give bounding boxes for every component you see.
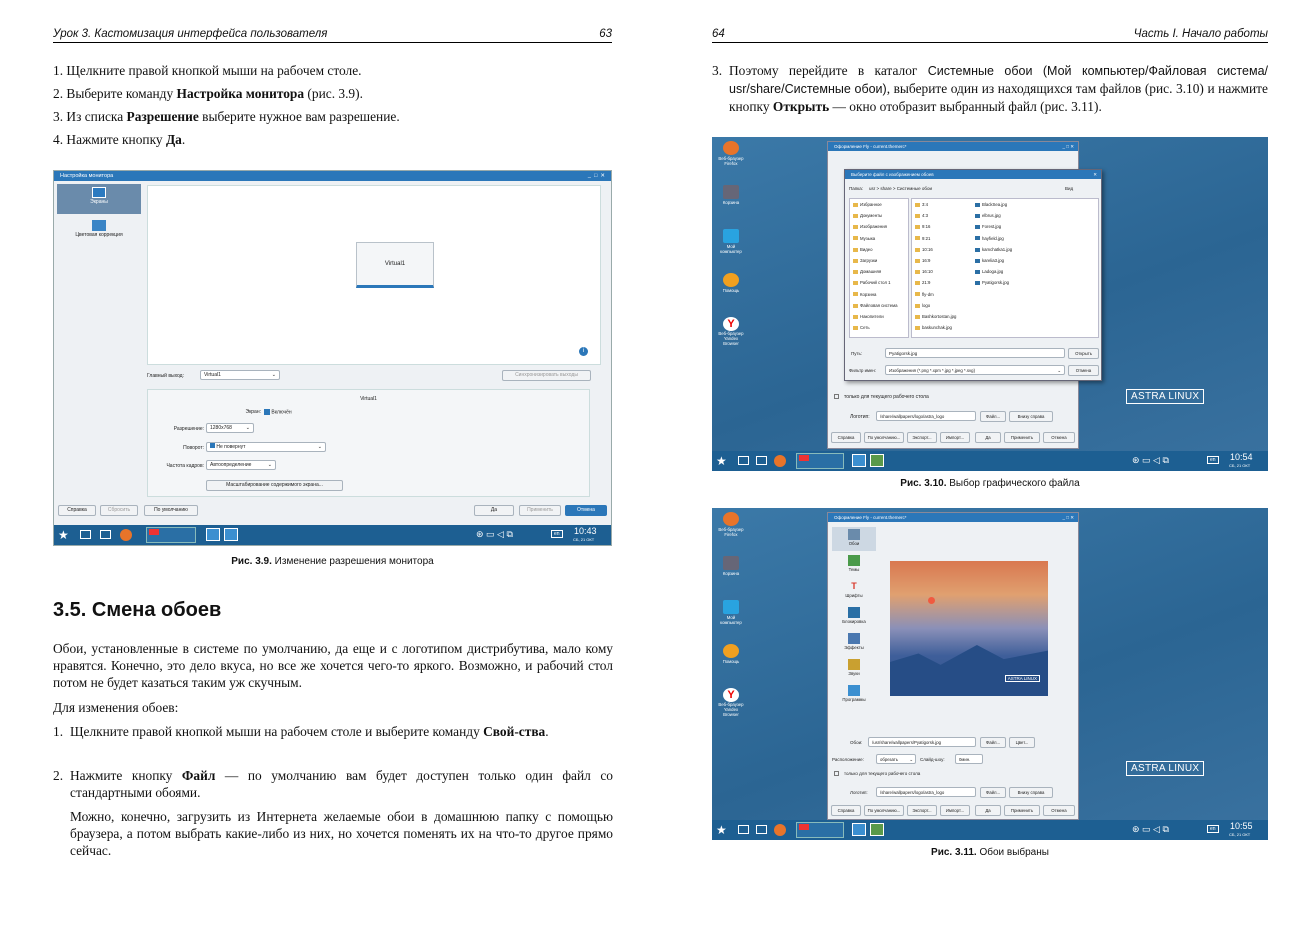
list-item: 4. Нажмите кнопку Да.	[53, 132, 186, 147]
layout-label: Расположение:	[832, 757, 864, 762]
figure-3-11-screenshot	[712, 508, 1268, 840]
places-item[interactable]: Накопители	[853, 314, 884, 319]
desktop-pager[interactable]	[796, 822, 844, 838]
theme-sidebar-item[interactable]: Темы	[832, 553, 876, 577]
file-list-item[interactable]: 16:9	[915, 258, 930, 263]
color-button[interactable]: Цвет...	[1009, 737, 1035, 748]
file-list-item[interactable]: 10:16	[915, 247, 933, 252]
folder-icon	[915, 236, 920, 240]
monitor-icon	[92, 187, 106, 198]
cancel-button[interactable]: Отмена	[1043, 805, 1075, 816]
desktop-icon-computer[interactable]: Мой компьютер	[717, 229, 745, 254]
list-item: 2. Нажмите кнопку Файл — по умолчанию вам будет доступен только один файл со стандартными обоями.	[53, 768, 613, 800]
clock-time[interactable]: 10:54	[1230, 452, 1253, 462]
monitor-task-icon[interactable]	[852, 454, 866, 467]
logo-pos-select[interactable]: Внизу справа	[1009, 787, 1053, 798]
filter-label: Фильтр имен:	[849, 368, 876, 373]
image-file-icon	[975, 248, 980, 252]
astra-logo-in-wallpaper: ASTRA LINUX	[1005, 675, 1040, 682]
help-button[interactable]: Справка	[831, 432, 861, 443]
file-list-item[interactable]: elbrus.jpg	[975, 213, 1001, 218]
slideshow-label: Слайд-шоу:	[920, 757, 945, 762]
layout-select[interactable]: обрезать ⌄	[876, 754, 916, 764]
sidebar-item-screens[interactable]: Экраны	[57, 184, 141, 214]
figure-3-9-caption: Рис. 3.9. Изменение разрешения монитора	[231, 556, 434, 567]
folder-icon	[915, 203, 920, 207]
file-list-item[interactable]: BlackSea.jpg	[975, 202, 1007, 207]
theme-sidebar-item[interactable]: Блокировка	[832, 605, 876, 629]
logo-path-field[interactable]: /share/wallpapers/logo/astra_logo	[876, 787, 976, 797]
logo-pos-select[interactable]: Внизу справа	[1009, 411, 1053, 422]
header-title: Урок 3. Кастомизация интерфейса пользователя	[53, 28, 328, 40]
astra-linux-logo: ASTRA LINUX	[1126, 389, 1204, 404]
firefox-icon[interactable]	[774, 455, 786, 467]
reset-button[interactable]: Сбросить	[100, 505, 138, 516]
figure-3-9-screenshot	[53, 170, 612, 546]
import-button[interactable]: Импорт...	[940, 432, 970, 443]
export-button[interactable]: Экспорт...	[907, 805, 937, 816]
places-item[interactable]: Документы	[853, 213, 882, 218]
desktop-icon-trash[interactable]: Корзина	[717, 556, 745, 576]
lock-icon	[848, 607, 860, 618]
theme-window-titlebar: Оформление Fly - current.themerc* _ □ ✕	[828, 142, 1078, 151]
folder-icon	[853, 259, 858, 263]
logo-file-button[interactable]: Файл...	[980, 787, 1006, 798]
folder-icon	[853, 236, 858, 240]
theme-sidebar-item[interactable]: Обои	[832, 527, 876, 551]
desktop-icon-firefox[interactable]: Веб-браузер Firefox	[717, 141, 745, 166]
windows-icon[interactable]	[738, 456, 749, 465]
file-list-item[interactable]: 9:21	[915, 236, 930, 241]
folder-icon	[915, 292, 920, 296]
default-button[interactable]: По умолчанию	[144, 505, 198, 516]
effects-icon	[848, 633, 860, 644]
view-button[interactable]: Вид	[1065, 186, 1074, 191]
places-item[interactable]: Файловая система	[853, 303, 898, 308]
tray-icons[interactable]: ⊛ ▭ ◁ ⧉	[1132, 455, 1169, 465]
export-button[interactable]: Экспорт...	[907, 432, 937, 443]
image-file-icon	[975, 281, 980, 285]
folder-icon	[853, 248, 858, 252]
folder-label: Папка:	[849, 186, 863, 191]
file-list-item[interactable]: 4:3	[915, 213, 928, 218]
file-list-item[interactable]: 21:9	[915, 280, 930, 285]
sounds-icon	[848, 659, 860, 670]
file-list-item[interactable]: 16:10	[915, 269, 933, 274]
image-file-icon	[975, 203, 980, 207]
file-list-item[interactable]: fly-dm	[915, 292, 934, 297]
scale-content-button[interactable]: Масштабирование содержимого экрана...	[206, 480, 343, 491]
firefox-icon	[723, 141, 739, 155]
fonts-icon: T	[851, 581, 857, 591]
computer-icon	[723, 600, 739, 614]
path-input[interactable]: Pyatigorsk.jpg	[885, 348, 1065, 358]
windows-icon[interactable]	[80, 530, 91, 539]
image-file-icon	[975, 270, 980, 274]
image-file-icon	[975, 225, 980, 229]
display-preview	[147, 185, 601, 365]
folder-icon	[853, 292, 858, 296]
folder-icon	[853, 225, 858, 229]
themes-icon	[848, 555, 860, 566]
folder-icon	[853, 214, 858, 218]
windows-icon[interactable]	[738, 825, 749, 834]
paragraph: Можно, конечно, загрузить из Интернета желаемые обои в домашнюю папку с помощью браузера, а потом выбрать какие-либо из них, но хочется поменять их на что-то другое прямо сейчас.	[70, 809, 613, 858]
folder-icon	[915, 304, 920, 308]
output-settings-panel: Virtual1	[147, 389, 590, 497]
theme-window-titlebar: Оформление Fly - current.themerc* _ □ ✕	[828, 513, 1078, 522]
cancel-button[interactable]: Отмена	[1043, 432, 1075, 443]
file-list-item[interactable]: 3:4	[915, 202, 928, 207]
file-list-item[interactable]: Bashkortostan.jpg	[915, 314, 956, 319]
desktop-icon-help[interactable]: Помощь	[717, 644, 745, 664]
places-item[interactable]: Избранное	[853, 202, 882, 207]
theme-task-icon[interactable]	[870, 454, 884, 467]
page-number: 64	[712, 28, 725, 40]
clock-time[interactable]: 10:55	[1230, 821, 1253, 831]
desktop-icon-computer[interactable]: Мой компьютер	[717, 600, 745, 625]
current-desktop-only-label: только для текущего рабочего стола	[844, 394, 929, 400]
monitor-task-icon-2[interactable]	[224, 528, 238, 541]
tray-icons[interactable]: ⊛ ▭ ◁ ⧉	[1132, 824, 1169, 834]
resolution-label: Разрешение:	[173, 426, 204, 432]
folder-icon	[915, 259, 920, 263]
image-file-icon	[975, 236, 980, 240]
page-number: 63	[599, 28, 612, 40]
logo-label: Логотип:	[850, 414, 870, 420]
sun-shape	[928, 597, 935, 604]
folder-icon	[853, 203, 858, 207]
window-titlebar: Настройка монитора _ □ ✕	[54, 171, 611, 181]
logo-path-field[interactable]: /share/wallpapers/logo/astra_logo	[876, 411, 976, 421]
folder-icon	[915, 270, 920, 274]
desktop-icon-trash[interactable]: Корзина	[717, 185, 745, 205]
path-label: Путь:	[851, 351, 863, 356]
astra-linux-logo: ASTRA LINUX	[1126, 761, 1204, 776]
header-title: Часть I. Начало работы	[1133, 28, 1268, 40]
help-button[interactable]: Справка	[831, 805, 861, 816]
folder-icon[interactable]	[756, 456, 767, 465]
list-item: 1. Щелкните правой кнопкой мыши на рабочем столе.	[53, 63, 362, 78]
star-start-icon[interactable]: ★	[716, 454, 727, 468]
folder-breadcrumb[interactable]: usr > share > Системные обои	[869, 186, 932, 191]
folder-icon	[915, 248, 920, 252]
screen-checkbox[interactable]: Включён	[264, 409, 292, 415]
desktop-icon-yandex[interactable]: Y Веб-браузер Yandex Browser	[718, 318, 744, 346]
wallpaper-path-field[interactable]: /usr/share/wallpapers/Pyatigorsk.jpg	[868, 737, 976, 747]
folder-icon[interactable]	[756, 825, 767, 834]
folder-icon	[853, 315, 858, 319]
trash-icon	[723, 556, 739, 570]
wallpaper-preview	[890, 561, 1048, 696]
tray-icons[interactable]: ⊛ ▭ ◁ ⧉	[476, 529, 513, 539]
lang-indicator[interactable]: en	[551, 530, 563, 538]
image-file-icon	[975, 214, 980, 218]
file-list-item[interactable]: hayfield.jpg	[975, 236, 1004, 241]
desktop-icon-yandex[interactable]: Y Веб-браузер Yandex Browser	[718, 689, 744, 717]
wallpaper-icon	[848, 529, 860, 540]
resolution-select[interactable]: 1280x768 ⌄	[206, 423, 254, 433]
yandex-icon: Y	[723, 688, 739, 702]
figure-3-10-caption: Рис. 3.10. Выбор графического файла	[900, 478, 1080, 489]
help-lifebuoy-icon	[723, 273, 739, 287]
default-button[interactable]: По умолчанию...	[864, 805, 904, 816]
firefox-icon[interactable]	[774, 824, 786, 836]
apply-button[interactable]: Применить	[1004, 432, 1040, 443]
places-item[interactable]: Загрузки	[853, 258, 877, 263]
places-item[interactable]: Музыка	[853, 236, 875, 241]
star-start-icon[interactable]: ★	[58, 528, 69, 542]
steps-list-1	[53, 62, 613, 148]
clock-date: СБ, 21 ОКТ	[1229, 832, 1251, 837]
places-item[interactable]: Изображения	[853, 224, 887, 229]
cancel-button[interactable]: Отмена	[565, 505, 607, 516]
desktop-icon-firefox[interactable]: Веб-браузер Firefox	[717, 512, 745, 537]
firefox-icon[interactable]	[120, 529, 132, 541]
list-item: 1. Щелкните правой кнопкой мыши на рабочем столе и выберите команду Свой-ства.	[53, 724, 549, 739]
folder-icon[interactable]	[100, 530, 111, 539]
figure-3-11-caption: Рис. 3.11. Обои выбраны	[931, 847, 1049, 858]
apply-button[interactable]: Применить	[519, 505, 561, 516]
sync-outputs-button[interactable]: Синхронизировать выходы	[502, 370, 591, 381]
rotation-select[interactable]: Не повернут ⌄	[206, 442, 326, 452]
desktop-pager[interactable]	[146, 527, 196, 543]
file-dialog-titlebar: Выберите файл с изображением обоев ✕	[845, 170, 1101, 179]
theme-sidebar-item[interactable]: Программы	[832, 683, 876, 707]
slideshow-spinbox[interactable]: 0мин.	[955, 754, 983, 764]
running-header-left	[53, 28, 612, 43]
computer-icon	[723, 229, 739, 243]
virtual-output-block[interactable]: Virtual1	[356, 242, 434, 288]
places-item[interactable]: Видео	[853, 247, 873, 252]
section-heading: 3.5. Смена обоев	[53, 599, 222, 621]
yes-button[interactable]: Да	[975, 432, 1001, 443]
file-list-item[interactable]: kamchatka1.jpg	[975, 247, 1012, 252]
checkbox[interactable]	[834, 771, 839, 778]
lang-indicator[interactable]: en	[1207, 456, 1219, 464]
monitor-task-icon[interactable]	[206, 528, 220, 541]
main-output-select[interactable]: Virtual1 ⌄	[200, 370, 280, 380]
running-header-right	[712, 28, 1268, 43]
mountains-shape	[890, 639, 1048, 696]
filter-select[interactable]: Изображения (*.png *.xpm *.jpg *.jpeg *.svg) ⌄	[885, 365, 1065, 375]
file-list-item[interactable]: Ladoga.jpg	[975, 269, 1003, 274]
screen-label: Экран:	[245, 409, 261, 415]
paragraph: Для изменения обоев:	[53, 700, 179, 715]
info-icon[interactable]: i	[579, 347, 588, 356]
default-button[interactable]: По умолчанию...	[864, 432, 904, 443]
list-item: 3. Из списка Разрешение выберите нужное вам разрешение.	[53, 109, 400, 124]
yandex-icon: Y	[723, 317, 739, 331]
monitor-task-icon[interactable]	[852, 823, 866, 836]
taskbar	[712, 820, 1268, 840]
left-page	[0, 0, 656, 925]
wallpaper-file-button[interactable]: Файл...	[980, 737, 1006, 748]
list-item: 3. Поэтому перейдите в каталог Системные обои (Мой компьютер/Файловая система/ usr/share/Системные обои), выберите один из находящихся там файлов (рис. 3.10) и нажмите кнопку Открыть — окно отобразит выбранный файл (рис. 3.11).	[712, 63, 1268, 114]
places-item[interactable]: Сеть	[853, 325, 870, 330]
theme-window	[827, 512, 1079, 820]
folder-icon	[853, 304, 858, 308]
rotation-label: Поворот:	[183, 445, 204, 451]
folder-icon	[915, 326, 920, 330]
folder-icon	[915, 225, 920, 229]
taskbar	[54, 525, 611, 545]
apply-button[interactable]: Применить	[1004, 805, 1040, 816]
places-item[interactable]: Корзина	[853, 292, 876, 297]
firefox-icon	[723, 512, 739, 526]
file-list-item[interactable]: logo	[915, 303, 930, 308]
lang-indicator[interactable]: en	[1207, 825, 1219, 833]
figure-3-10-screenshot	[712, 137, 1268, 471]
folder-icon	[915, 214, 920, 218]
checkbox-checked-icon	[264, 409, 270, 415]
import-button[interactable]: Импорт...	[940, 805, 970, 816]
clock-date: СБ, 21 ОКТ	[1229, 463, 1251, 468]
help-lifebuoy-icon	[723, 644, 739, 658]
main-output-label: Главный выход:	[147, 373, 184, 379]
freq-select[interactable]: Автоопределение ⌄	[206, 460, 276, 470]
logo-file-button[interactable]: Файл...	[980, 411, 1006, 422]
clock-date: СБ, 21 ОКТ	[573, 537, 595, 542]
list-item: 2. Выберите команду Настройка монитора (рис. 3.9).	[53, 86, 363, 101]
file-list-item[interactable]: baskunchak.jpg	[915, 325, 952, 330]
programs-icon	[848, 685, 860, 696]
places-item[interactable]: Рабочий стол 1	[853, 280, 891, 285]
desktop-pager[interactable]	[796, 453, 844, 469]
help-button[interactable]: Справка	[58, 505, 96, 516]
theme-task-icon[interactable]	[870, 823, 884, 836]
paragraph: Обои, установленные в системе по умолчанию, да еще и с логотипом дистрибутива, мало кому нравятся. Конечно, это дело вкуса, но все же хочется чего-то яркого. Возможно, и рабочий стол потом не будет казаться таким уж скучным.	[53, 641, 613, 690]
yes-button[interactable]: Да	[975, 805, 1001, 816]
file-list-item[interactable]: 9:16	[915, 224, 930, 229]
yes-button[interactable]: Да	[474, 505, 514, 516]
file-dialog	[844, 169, 1102, 381]
file-list-item[interactable]: Forest.jpg	[975, 224, 1001, 229]
trash-icon	[723, 185, 739, 199]
sidebar-item-color[interactable]: Цветовая коррекция	[57, 217, 141, 245]
logo-label: Логотип:	[850, 790, 868, 795]
folder-icon	[853, 326, 858, 330]
monitor-color-icon	[92, 220, 106, 231]
theme-sidebar-item[interactable]: Эффекты	[832, 631, 876, 655]
dialog-cancel-button[interactable]: Отмена	[1068, 365, 1099, 376]
taskbar	[712, 451, 1268, 471]
file-list-item[interactable]: karelia3.jpg	[975, 258, 1004, 263]
folder-icon	[915, 315, 920, 319]
folder-icon	[853, 270, 858, 274]
star-start-icon[interactable]: ★	[716, 823, 727, 837]
current-desktop-only-label: только для текущего рабочего стола	[844, 771, 921, 776]
theme-sidebar-item[interactable]: T Шрифты	[845, 581, 863, 598]
clock-time[interactable]: 10:43	[574, 526, 597, 536]
open-button[interactable]: Открыть	[1068, 348, 1099, 359]
wallpaper-label: Обои:	[850, 740, 863, 745]
image-file-icon	[975, 259, 980, 263]
file-list-item[interactable]: Pyatigorsk.jpg	[975, 280, 1009, 285]
freq-label: Частота кадров:	[166, 463, 204, 469]
folder-icon	[853, 281, 858, 285]
places-item[interactable]: Домашняя	[853, 269, 881, 274]
right-page	[656, 0, 1313, 925]
desktop-icon-help[interactable]: Помощь	[717, 273, 745, 293]
theme-sidebar-item[interactable]: Звуки	[832, 657, 876, 681]
folder-icon	[915, 281, 920, 285]
